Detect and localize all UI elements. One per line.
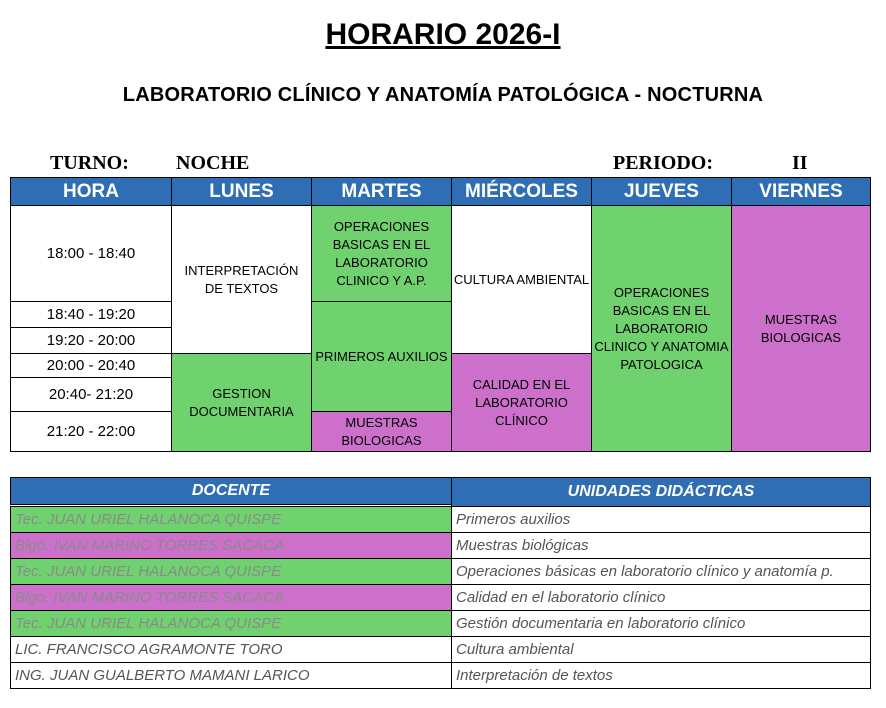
docente-cell: LIC. FRANCISCO AGRAMONTE TORO (10, 636, 452, 663)
hour-cell: 18:40 - 19:20 (10, 301, 172, 328)
unidad-cell: Calidad en el laboratorio clínico (451, 584, 871, 611)
col-header-martes: MARTES (311, 177, 452, 206)
unidad-cell: Muestras biológicas (451, 532, 871, 559)
unidad-cell: Operaciones básicas en laboratorio clínico y anatomía p. (451, 558, 871, 585)
hour-cell: 20:00 - 20:40 (10, 353, 172, 378)
col-header-docente: DOCENTE (10, 477, 452, 505)
docente-cell: Blgo. IVAN MARINO TORRES SACACA (10, 532, 452, 559)
turno-label: TURNO: (50, 152, 129, 174)
class-block-miercoles: CALIDAD EN EL LABORATORIO CLÍNICO (451, 353, 592, 452)
col-header-miercoles: MIÉRCOLES (451, 177, 592, 206)
turno-value: NOCHE (176, 152, 250, 174)
unidad-cell: Primeros auxilios (451, 506, 871, 533)
schedule-table (10, 177, 871, 452)
class-block-martes: MUESTRAS BIOLOGICAS (311, 411, 452, 452)
hour-cell: 18:00 - 18:40 (10, 205, 172, 302)
class-block-viernes: MUESTRAS BIOLOGICAS (731, 205, 871, 452)
docente-cell: Tec. JUAN URIEL HALANOCA QUISPE (10, 506, 452, 533)
class-block-miercoles: CULTURA AMBIENTAL (451, 205, 592, 354)
assignments-table (10, 477, 871, 689)
docente-cell: Tec. JUAN URIEL HALANOCA QUISPE (10, 558, 452, 585)
periodo-label: PERIODO: (613, 152, 713, 174)
unidad-cell: Gestión documentaria en laboratorio clínico (451, 610, 871, 637)
docente-cell: Blgo. IVAN MARINO TORRES SACACA (10, 584, 452, 611)
class-block-martes: PRIMEROS AUXILIOS (311, 301, 452, 412)
page-subtitle: LABORATORIO CLÍNICO Y ANATOMÍA PATOLÓGICA - NOCTURNA (122, 84, 764, 106)
col-header-hora: HORA (10, 177, 172, 206)
col-header-jueves: JUEVES (591, 177, 732, 206)
unidad-cell: Interpretación de textos (451, 662, 871, 689)
docente-cell: ING. JUAN GUALBERTO MAMANI LARICO (10, 662, 452, 689)
class-block-lunes: GESTION DOCUMENTARIA (171, 353, 312, 452)
docente-cell: Tec. JUAN URIEL HALANOCA QUISPE (10, 610, 452, 637)
hour-cell: 20:40- 21:20 (10, 377, 172, 412)
unidad-cell: Cultura ambiental (451, 636, 871, 663)
col-header-viernes: VIERNES (731, 177, 871, 206)
class-block-jueves: OPERACIONES BASICAS EN EL LABORATORIO CLINICO Y ANATOMIA PATOLOGICA (591, 205, 732, 452)
hour-cell: 19:20 - 20:00 (10, 327, 172, 354)
class-block-lunes: INTERPRETACIÓN DE TEXTOS (171, 205, 312, 354)
class-block-martes: OPERACIONES BASICAS EN EL LABORATORIO CLINICO Y A.P. (311, 205, 452, 302)
periodo-value: II (792, 152, 808, 174)
col-header-unidades: UNIDADES DIDÁCTICAS (451, 477, 871, 507)
page-title: HORARIO 2026-I (325, 18, 561, 51)
col-header-lunes: LUNES (171, 177, 312, 206)
hour-cell: 21:20 - 22:00 (10, 411, 172, 452)
